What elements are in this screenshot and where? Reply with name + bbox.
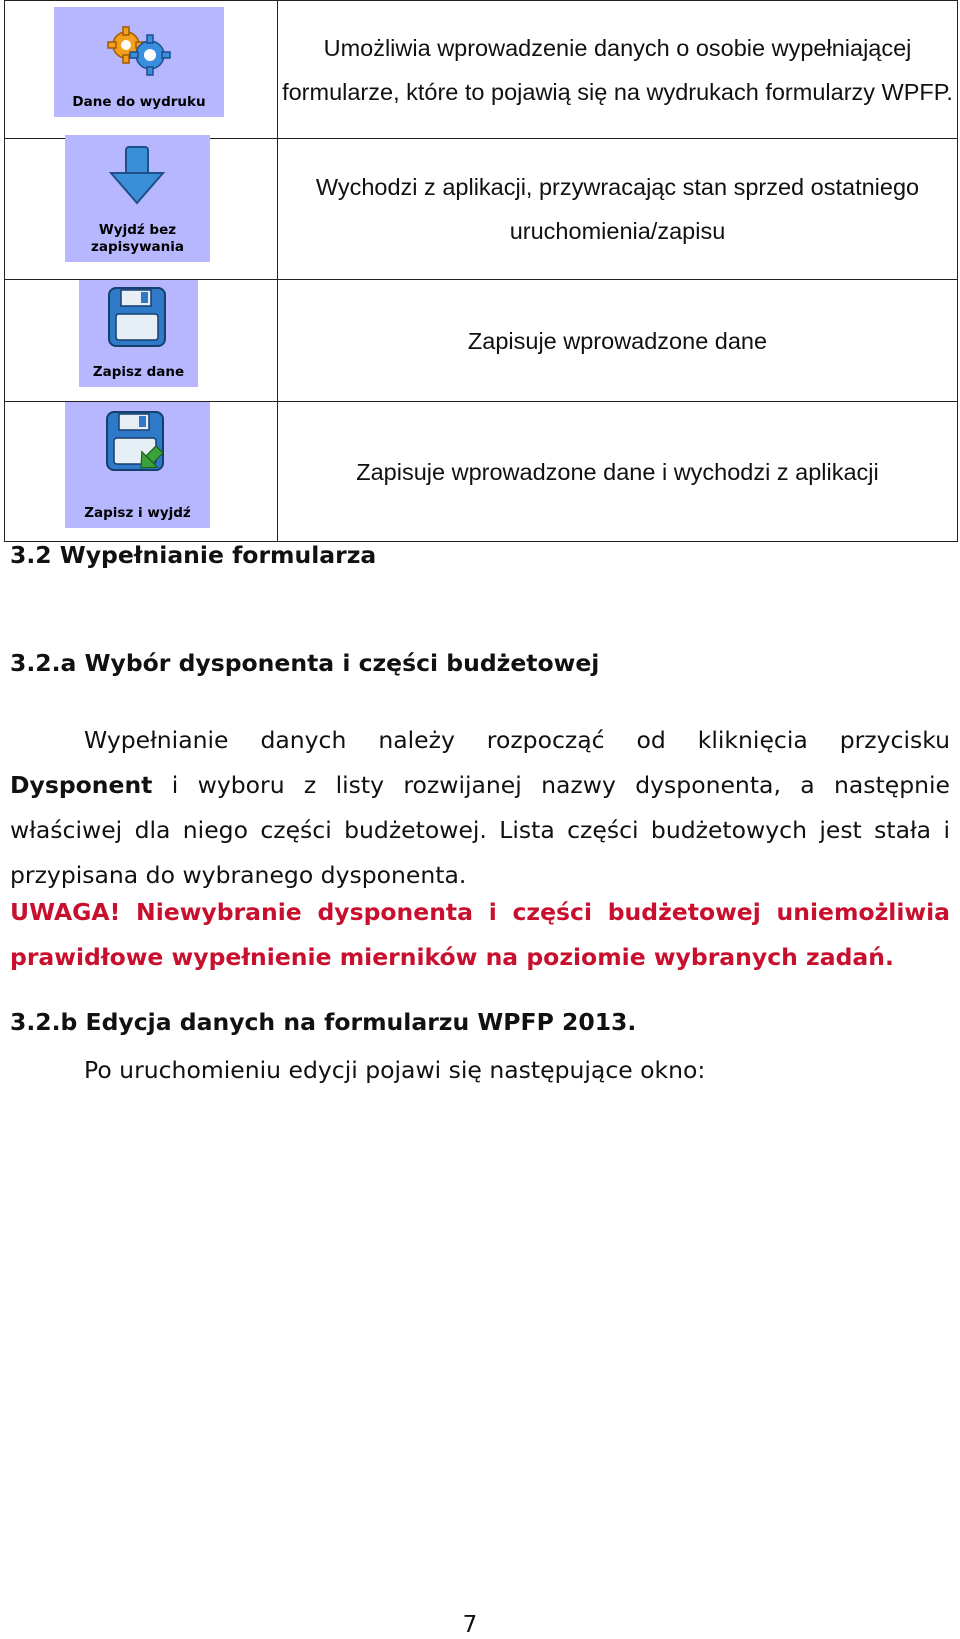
gears-icon — [104, 21, 174, 81]
save-data-button[interactable] — [79, 280, 198, 387]
arrow-down-icon — [109, 145, 165, 207]
row-description: Zapisuje wprowadzone dane — [278, 280, 958, 402]
row-description: Zapisuje wprowadzone dane i wychodzi z aplikacji — [278, 402, 958, 542]
button-label: Zapisz i wyjdź — [84, 505, 191, 521]
floppy-exit-icon — [105, 410, 171, 478]
row-description: Wychodzi z aplikacji, przywracając stan sprzed ostatniego uruchomienia/zapisu — [278, 139, 958, 280]
para-bold-term: Dysponent — [10, 771, 153, 799]
warning-label: UWAGA! — [10, 898, 121, 926]
warning-paragraph — [10, 890, 950, 980]
para-start: Wypełnianie danych należy rozpocząć od kliknięcia przycisku — [84, 726, 950, 754]
print-data-button[interactable] — [54, 7, 224, 117]
button-label-line2: zapisywania — [90, 239, 185, 255]
button-label-line1: Wyjdź bez — [98, 222, 177, 238]
section-heading-3-2: 3.2 Wypełnianie formularza — [10, 541, 377, 569]
section-heading-3-2-b: 3.2.b Edycja danych na formularzu WPFP 2013. — [10, 1008, 637, 1036]
warning-text: Niewybranie dysponenta i części budżetowej uniemożliwia prawidłowe wypełnienie mierników na poziomie wybranych zadań. — [10, 898, 950, 971]
row-description: Umożliwia wprowadzenie danych o osobie wypełniającej formularze, które to pojawią się na wydrukach formularzy WPFP. — [278, 1, 958, 139]
section-heading-3-2-a: 3.2.a Wybór dysponenta i części budżetowej — [10, 649, 600, 677]
exit-without-saving-button[interactable] — [65, 135, 210, 262]
para-b: Po uruchomieniu edycji pojawi się następujące okno: — [84, 1056, 706, 1084]
button-label: Zapisz dane — [92, 364, 185, 380]
button-label: Dane do wydruku — [72, 94, 206, 110]
floppy-disk-icon — [107, 286, 167, 348]
section-paragraph-b — [10, 1048, 950, 1093]
para-end: i wyboru z listy rozwijanej nazwy dysponenta, a następnie właściwej dla niego części budżetowej. Lista części budżetowych jest stała i przypisana do wybranego dysponenta. — [10, 771, 950, 889]
page-number: 7 — [462, 1612, 478, 1638]
section-paragraph — [10, 718, 950, 898]
save-and-exit-button[interactable] — [65, 402, 210, 528]
